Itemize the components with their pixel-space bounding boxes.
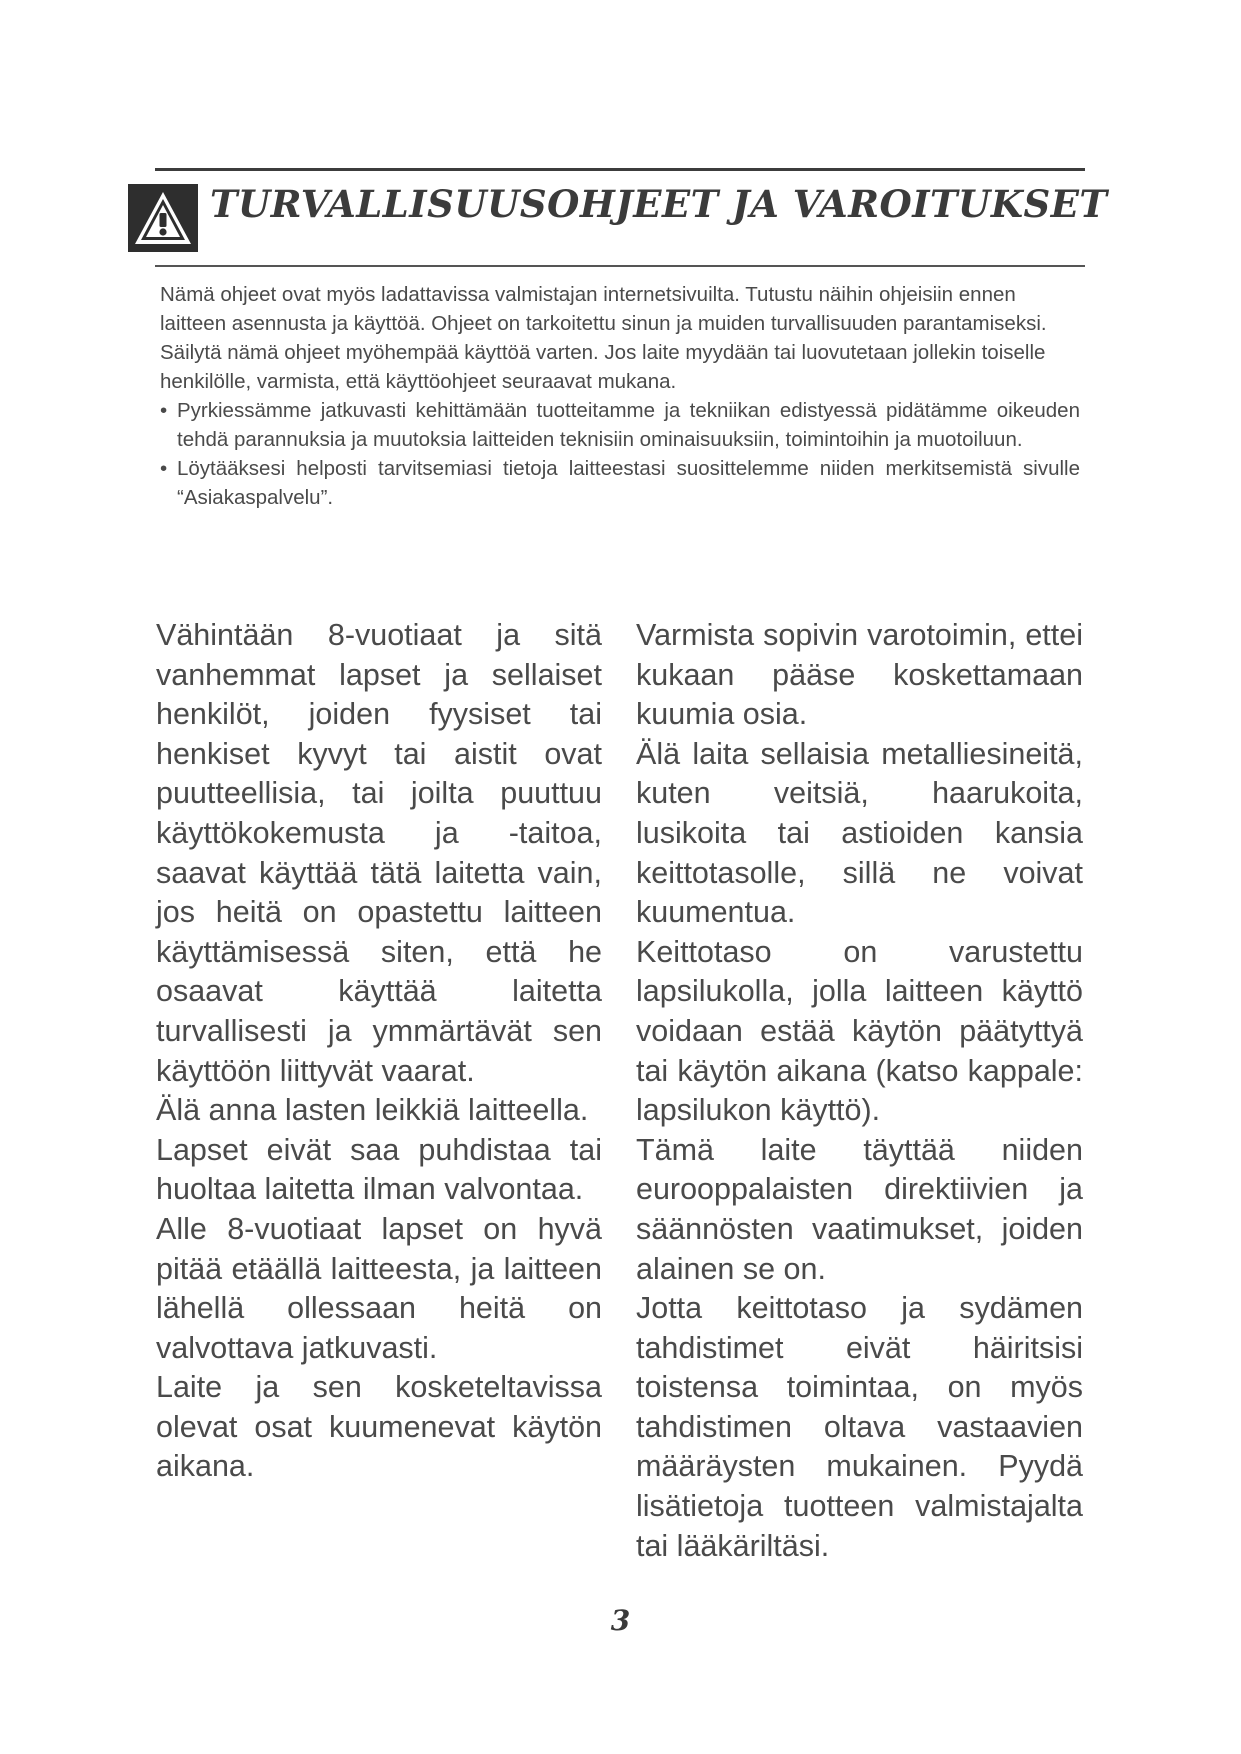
- safety-paragraph: Tämä laite täyttää niiden eurooppalaisten direktiivien ja säännösten vaatimukset, joiden alainen se on.: [636, 1132, 1083, 1286]
- intro-section: [160, 280, 1080, 512]
- safety-paragraph: Varmista sopivin varotoimin, ettei kukaan pääse koskettamaan kuumia osia.: [636, 618, 1083, 732]
- safety-paragraph: Vähintään 8-vuotiaat ja sitä vanhemmat lapset ja sellaiset henkilöt, joiden fyysiset tai henkiset kyvyt tai aistit ovat puutteellisia, tai joilta puuttuu käyttökokemusta ja -taitoa, saavat käyttää tätä laitetta vain, jos heitä on opastettu laitteen käyttämisessä siten, että he osaavat käyttää laitetta turvallisesti ja ymmärtävät sen käyttöön liittyvät vaarat.: [156, 618, 602, 1088]
- safety-paragraph: Älä anna lasten leikkiä laitteella.: [156, 1093, 589, 1128]
- header-bottom-rule: [155, 265, 1085, 267]
- warning-icon: [128, 184, 198, 252]
- intro-bullet: • Löytääksesi helposti tarvitsemiasi tietoja laitteestasi suosittelemme niiden merkitsemistä sivulle “Asiakaspalvelu”.: [160, 454, 1080, 512]
- safety-paragraph: Älä laita sellaisia metalliesineitä, kuten veitsiä, haarukoita, lusikoita tai astioiden kansia keittotasolle, sillä ne voivat kuumentua.: [636, 736, 1083, 930]
- page-number: 3: [610, 1604, 631, 1637]
- safety-paragraph: Lapset eivät saa puhdistaa tai huoltaa laitetta ilman valvontaa.: [156, 1132, 602, 1207]
- right-column: [636, 616, 1083, 1566]
- safety-paragraph: Jotta keittotaso ja sydämen tahdistimet eivät häiritsisi toistensa toimintaa, on myös tahdistimen oltava vastaavien määräysten mukainen. Pyydä lisätietoja tuotteen valmistajalta tai lääkäriltäsi.: [636, 1291, 1083, 1563]
- safety-paragraph: Alle 8-vuotiaat lapset on hyvä pitää etäällä laitteesta, ja laitteen lähellä ollessaan heitä on valvottava jatkuvasti.: [156, 1211, 602, 1365]
- intro-bullet-list: [160, 396, 1080, 512]
- intro-paragraph: Nämä ohjeet ovat myös ladattavissa valmistajan internetsivuilta. Tutustu näihin ohjeisiin ennen laitteen asennusta ja käyttöä. Ohjeet on tarkoitettu sinun ja muiden turvallisuuden parantamiseksi. Säilytä nämä ohjeet myöhempää käyttöä varten. Jos laite myydään tai luovutetaan jollekin toiselle henkilölle, varmista, että käyttöohjeet seuraavat mukana.: [160, 283, 1047, 393]
- page-title: TURVALLISUUSOHJEET JA VAROITUKSET: [210, 182, 1108, 226]
- left-column: [156, 616, 602, 1487]
- safety-paragraph: Laite ja sen kosketeltavissa olevat osat kuumenevat käytön aikana.: [156, 1370, 602, 1484]
- intro-bullet: • Pyrkiessämme jatkuvasti kehittämään tuotteitamme ja tekniikan edistyessä pidätämme oikeuden tehdä parannuksia ja muutoksia laitteiden teknisiin ominaisuuksiin, toimintoihin ja muotoiluun.: [160, 396, 1080, 454]
- safety-paragraph: Keittotaso on varustettu lapsilukolla, jolla laitteen käyttö voidaan estää käytön päätyttyä tai käytön aikana (katso kappale: lapsilukon käyttö).: [636, 934, 1083, 1128]
- header-top-rule: [155, 168, 1085, 171]
